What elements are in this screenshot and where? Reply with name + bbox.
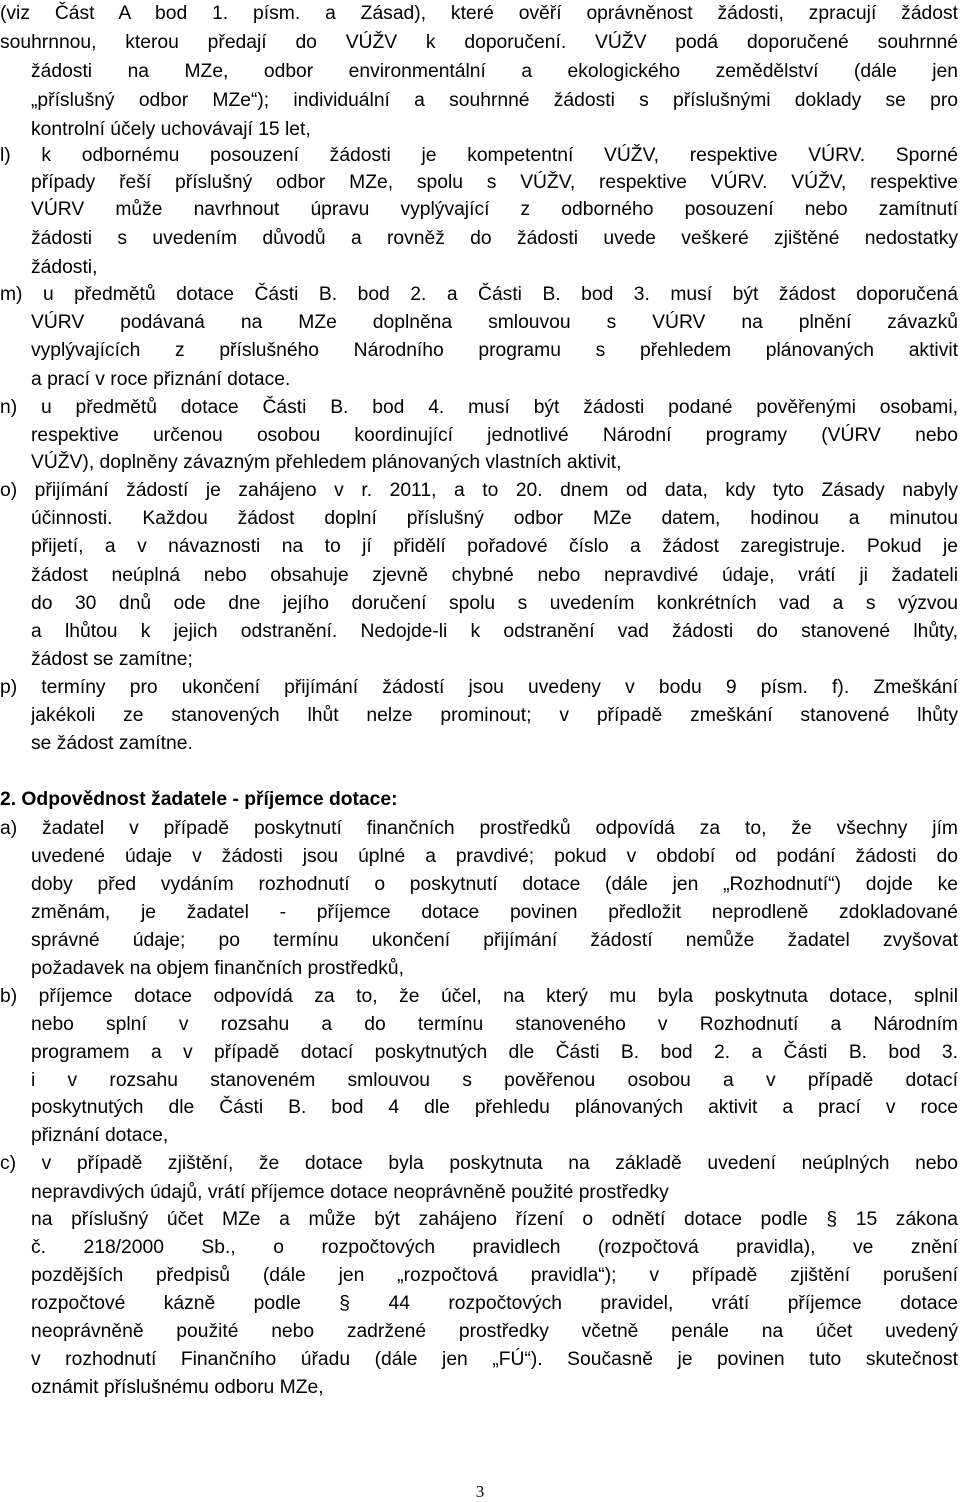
line-text: c) v případě zjištění, že dotace byla poskytnuta na základě uvedení neúplných nebo — [0, 1153, 958, 1174]
line-text: (viz Část A bod 1. písm. a Zásad), které ověří oprávněnost žádosti, zpracují žádost — [0, 3, 958, 24]
line-text: programem a v případě dotací poskytnutých dle Části B. bod 2. a Části B. bod 3. — [31, 1042, 958, 1063]
text-line — [31, 254, 958, 282]
text-line — [31, 1206, 958, 1234]
text-line — [31, 169, 958, 197]
text-line — [31, 449, 958, 477]
page-number: 3 — [475, 1482, 485, 1501]
text-line — [31, 646, 958, 674]
list-item-m — [0, 281, 958, 309]
text-line — [0, 29, 958, 57]
text-line — [31, 871, 958, 899]
line-text: správné údaje; po termínu ukončení přijímání žádostí nemůže žadatel zvyšovat — [31, 930, 958, 951]
list-item-p — [0, 674, 958, 702]
text-line — [31, 58, 958, 86]
line-text: „příslušný odbor MZe“); individuální a souhrnné žádosti s příslušnými doklady se pro — [31, 90, 958, 111]
text-line — [31, 366, 958, 394]
text-line — [31, 590, 958, 618]
text-line — [31, 730, 958, 758]
line-text: VÚŽV), doplněny závazným přehledem plánovaných vlastních aktivit, — [31, 452, 622, 473]
text-line — [31, 225, 958, 253]
text-line — [31, 87, 958, 115]
line-text: oznámit příslušnému odboru MZe, — [31, 1377, 324, 1398]
line-text: přiznání dotace, — [31, 1125, 169, 1146]
text-line — [31, 1094, 958, 1122]
section-heading — [0, 786, 958, 814]
line-text: přijetí, a v návaznosti na to jí přidělí pořadové číslo a žádost zaregistruje. Pokud je — [31, 536, 958, 557]
text-line — [31, 899, 958, 927]
text-line — [31, 618, 958, 646]
list-item-l — [0, 142, 958, 170]
line-text: č. 218/2000 Sb., o rozpočtových pravidlech (rozpočtová pravidla), ve znění — [31, 1237, 958, 1258]
text-line — [31, 309, 958, 337]
text-line — [31, 843, 958, 871]
line-text: se žádost zamítne. — [31, 733, 193, 754]
list-item-a — [0, 815, 958, 843]
line-text: n) u předmětů dotace Části B. bod 4. musí být žádosti podané pověřenými osobami, — [0, 397, 958, 418]
line-text: uvedené údaje v žádosti jsou úplné a pravdivé; pokud v období od podání žádosti do — [31, 846, 958, 867]
line-text: a lhůtou k jejich odstranění. Nedojde-li k odstranění vad žádosti do stanovené lhůty, — [31, 621, 958, 642]
line-text: případy řeší příslušný odbor MZe, spolu s VÚŽV, respektive VÚRV. VÚŽV, respektive — [31, 172, 958, 193]
text-line — [31, 1346, 958, 1374]
line-text: p) termíny pro ukončení přijímání žádostí jsou uvedeny v bodu 9 písm. f). Zmeškání — [0, 677, 958, 698]
text-line — [31, 927, 958, 955]
text-line — [31, 116, 958, 144]
line-text: jakékoli ze stanovených lhůt nelze prominout; v případě zmeškání stanovené lhůty — [31, 705, 958, 726]
text-line — [31, 1318, 958, 1346]
line-text: m) u předmětů dotace Části B. bod 2. a Části B. bod 3. musí být žádost doporučená — [0, 284, 958, 305]
text-line — [31, 1011, 958, 1039]
line-text: b) příjemce dotace odpovídá za to, že účel, na který mu byla poskytnuta dotace, splnil — [0, 986, 958, 1007]
line-text: respektive určenou osobou koordinující jednotlivé Národní programy (VÚRV nebo — [31, 425, 958, 446]
line-text: rozpočtové kázně podle § 44 rozpočtových pravidel, vrátí příjemce dotace — [31, 1293, 958, 1314]
line-text: na příslušný účet MZe a může být zahájeno řízení o odnětí dotace podle § 15 zákona — [31, 1209, 958, 1230]
line-text: vyplývajících z příslušného Národního programu s přehledem plánovaných aktivit — [31, 340, 958, 361]
text-line — [31, 1262, 958, 1290]
line-text: kontrolní účely uchovávají 15 let, — [31, 119, 311, 140]
line-text: souhrnnou, kterou předají do VÚŽV k doporučení. VÚŽV podá doporučené souhrnné — [0, 32, 958, 53]
text-line — [31, 1122, 958, 1150]
text-line — [31, 337, 958, 365]
line-text: o) přijímání žádostí je zahájeno v r. 2011, a to 20. dnem od data, kdy tyto Zásady nabyly — [0, 480, 958, 501]
text-line — [31, 702, 958, 730]
line-text: žádosti, — [31, 257, 98, 278]
line-text: VÚRV může navrhnout úpravu vyplývající z odborného posouzení nebo zamítnutí — [31, 199, 958, 220]
line-text: v rozhodnutí Finančního úřadu (dále jen „FÚ“). Současně je povinen tuto skutečnost — [31, 1349, 958, 1370]
line-text: žádost neúplná nebo obsahuje zjevně chybné nebo nepravdivé údaje, vrátí ji žadateli — [31, 565, 958, 586]
list-item-c — [0, 1150, 958, 1178]
list-item-b — [0, 983, 958, 1011]
line-text: doby před vydáním rozhodnutí o poskytnutí dotace (dále jen „Rozhodnutí“) dojde ke — [31, 874, 958, 895]
text-line — [31, 1234, 958, 1262]
line-text: změnám, je žadatel - příjemce dotace povinen předložit neprodleně zdokladované — [31, 902, 958, 923]
line-text: l) k odbornému posouzení žádosti je kompetentní VÚŽV, respektive VÚRV. Sporné — [0, 145, 958, 166]
line-text: VÚRV podávaná na MZe doplněna smlouvou s VÚRV na plnění závazků — [31, 312, 958, 333]
line-text: a prací v roce přiznání dotace. — [31, 369, 291, 390]
line-text: žádosti s uvedením důvodů a rovněž do žádosti uvede veškeré zjištěné nedostatky — [31, 228, 958, 249]
list-item-n — [0, 394, 958, 422]
line-text: i v rozsahu stanoveném smlouvou s pověřenou osobou a v případě dotací — [31, 1070, 958, 1091]
text-line — [31, 1179, 958, 1207]
line-text: do 30 dnů ode dne jejího doručení spolu s uvedením konkrétních vad a s výzvou — [31, 593, 958, 614]
text-line — [31, 955, 958, 983]
text-line — [31, 1067, 958, 1095]
line-text: požadavek na objem finančních prostředků, — [31, 958, 404, 979]
text-line — [31, 533, 958, 561]
text-line — [31, 562, 958, 590]
text-line — [31, 1039, 958, 1067]
line-text: a) žadatel v případě poskytnutí finančních prostředků odpovídá za to, že všechny jím — [0, 818, 958, 839]
line-text: účinnosti. Každou žádost doplní příslušný odbor MZe datem, hodinou a minutou — [31, 508, 958, 529]
list-item-o — [0, 477, 958, 505]
line-text: žádost se zamítne; — [31, 649, 193, 670]
heading-text: 2. Odpovědnost žadatele - příjemce dotace: — [0, 789, 398, 810]
text-line — [31, 1374, 958, 1402]
line-text: poskytnutých dle Části B. bod 4 dle přehledu plánovaných aktivit a prací v roce — [31, 1097, 958, 1118]
text-line — [31, 422, 958, 450]
line-text: nepravdivých údajů, vrátí příjemce dotace neoprávněně použité prostředky — [31, 1182, 669, 1203]
line-text: žádosti na MZe, odbor environmentální a ekologického zemědělství (dále jen — [31, 61, 958, 82]
line-text: nebo splní v rozsahu a do termínu stanoveného v Rozhodnutí a Národním — [31, 1014, 958, 1035]
text-line — [31, 1290, 958, 1318]
text-line — [0, 0, 958, 28]
text-line — [31, 196, 958, 224]
text-line — [31, 505, 958, 533]
line-text: pozdějších předpisů (dále jen „rozpočtová pravidla“); v případě zjištění porušení — [31, 1265, 958, 1286]
line-text: neoprávněně použité nebo zadržené prostředky včetně penále na účet uvedený — [31, 1321, 958, 1342]
